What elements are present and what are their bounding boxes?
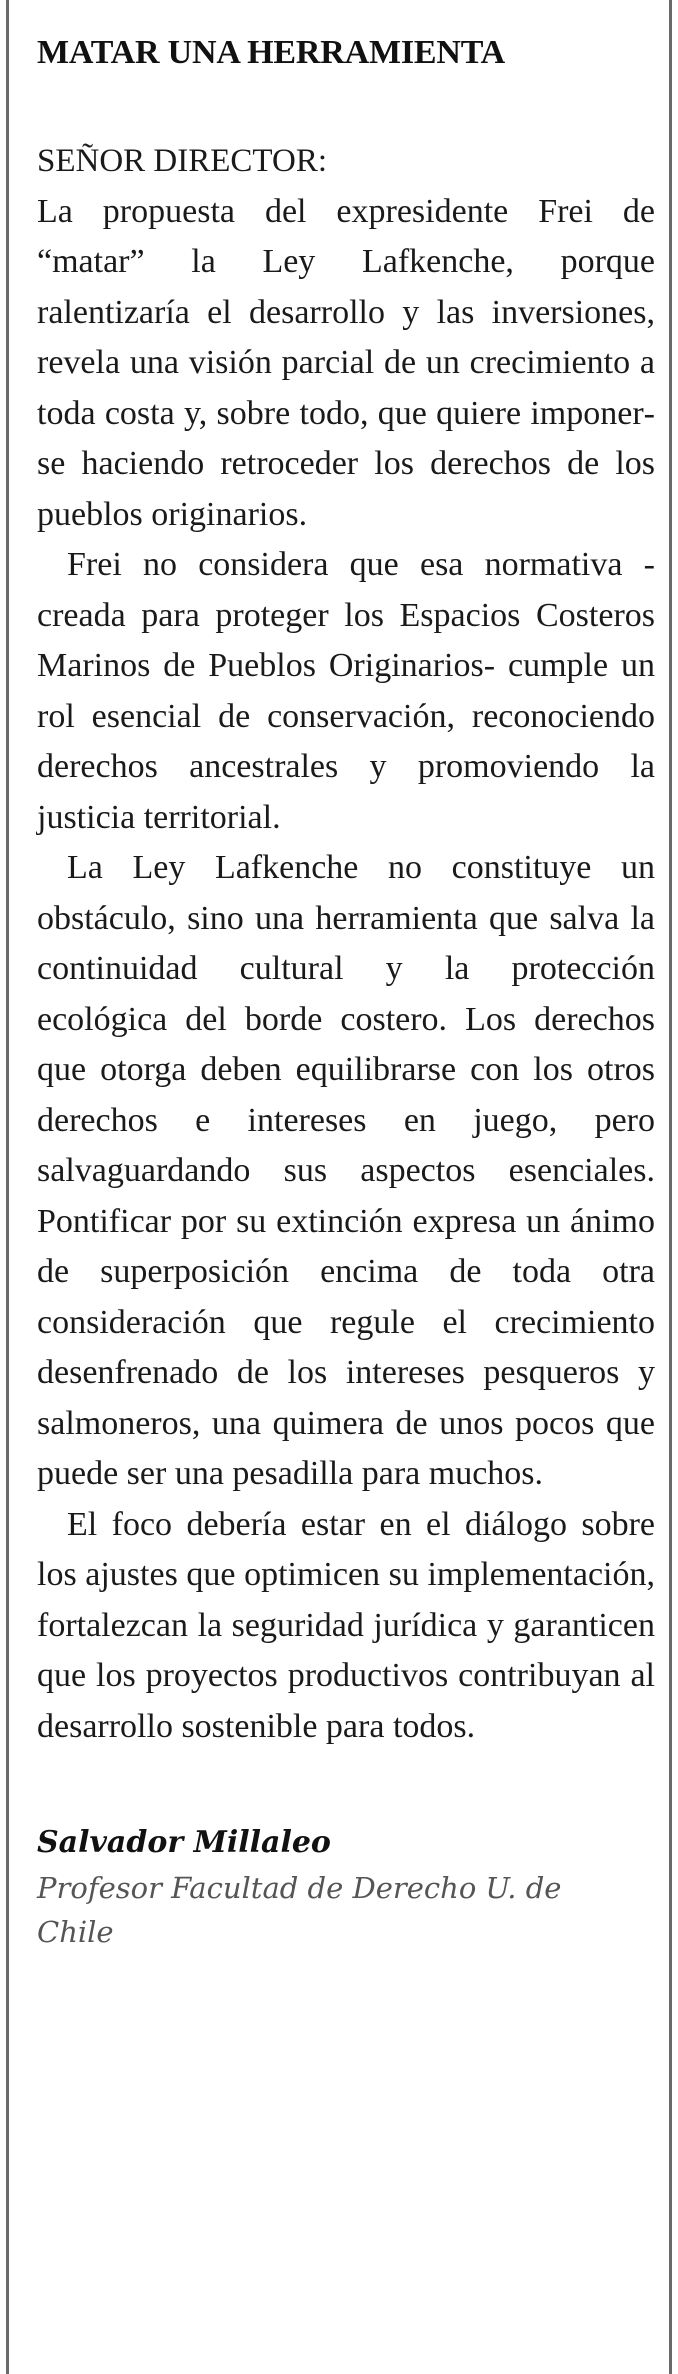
letter-paragraph-1: La propuesta del expresidente Frei de “matar” la Ley Lafkenche, porque ralentizaría el desarrollo y las inversiones, revela una visión parcial de un crecimiento a toda costa y, sobre todo, que quiere imponerse haciendo retroceder los derechos de los pueblos originarios. xyxy=(37,192,655,533)
letter-paragraph-3: La Ley Lafkenche no constituye un obstáculo, sino una herramienta que salva la continuidad cultural y la protección ecológica del borde costero. Los derechos que otorga deben equilibrarse con los otros derechos e intereses en juego, pero salvaguardando sus aspectos esenciales. Pontificar por su extinción expresa un ánimo de superposición encima de toda otra consideración que regule el crecimiento desenfrenado de los intereses pesqueros y salmoneros, una quimera de unos pocos que puede ser una pesadilla para muchos. xyxy=(37,849,655,1492)
letter-author: Salvador Millaleo xyxy=(37,1825,331,1860)
letter-column xyxy=(37,30,655,1954)
letter-headline: MATAR UNA HERRAMIENTA xyxy=(37,34,506,71)
letter-salutation: SEÑOR DIRECTOR: xyxy=(37,143,328,179)
letter-column-frame xyxy=(6,0,672,2374)
letter-signature xyxy=(37,1820,655,1954)
letter-paragraph-4: El foco debería estar en el diálogo sobre los ajustes que optimicen su implementación, fortalezcan la seguridad jurídica y garanticen que los proyectos productivos contribuyan al desarrollo sostenible para todos. xyxy=(37,1505,655,1745)
letter-paragraph-2: Frei no considera que esa normativa -creada para proteger los Espacios Costeros Marinos de Pueblos Originarios- cumple un rol esencial de conservación, reconociendo derechos ancestrales y promoviendo la justicia territorial. xyxy=(37,546,655,836)
letter-author-role: Profesor Facultad de Derecho U. de Chile xyxy=(37,1871,562,1949)
